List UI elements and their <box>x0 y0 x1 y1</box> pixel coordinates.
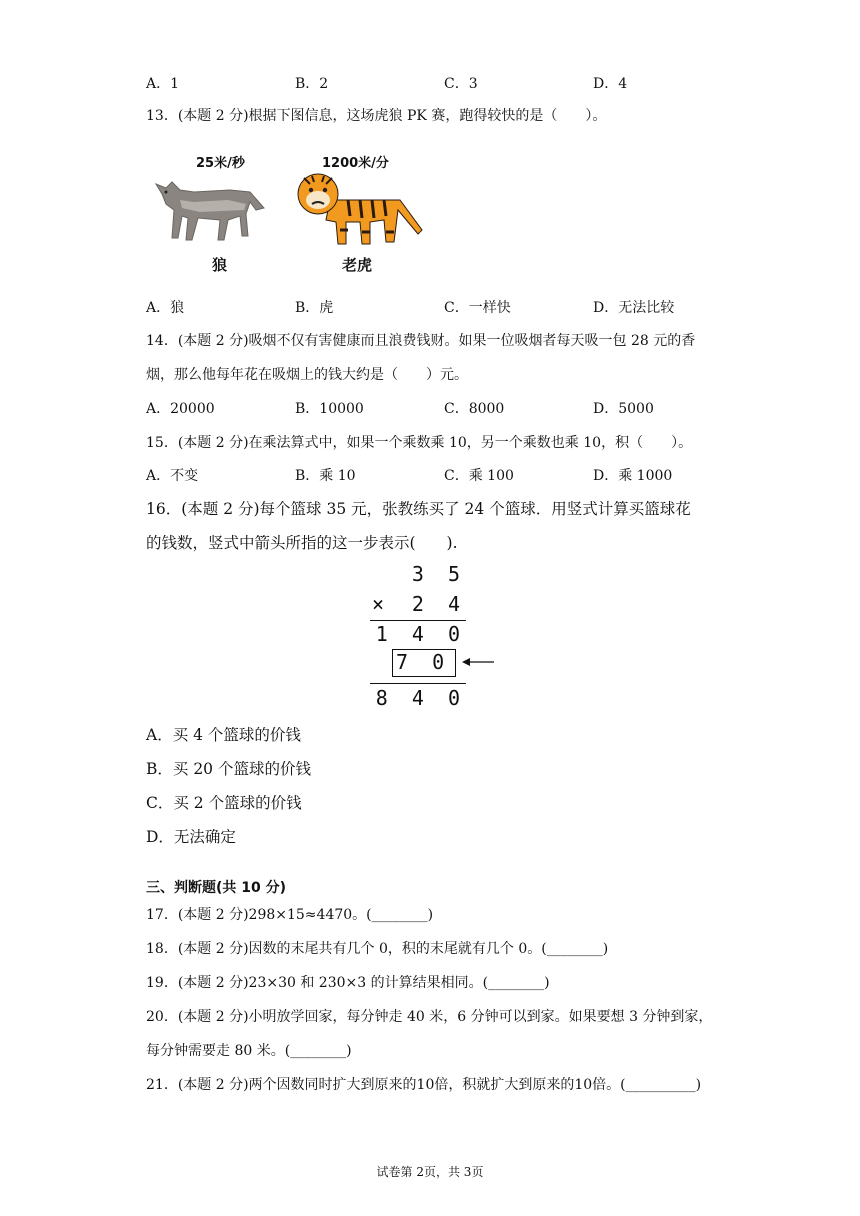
q15-option-d: D．乘 1000 <box>593 468 673 484</box>
calc-partial-product-1: 1 4 0 <box>375 622 466 646</box>
q13-option-b: B．虎 <box>295 300 334 316</box>
wolf-icon <box>150 170 272 245</box>
q12-option-b: B．2 <box>295 76 329 92</box>
q17-statement: 17．(本题 2 分)298×15≈4470。(________) <box>146 907 434 923</box>
calc-row-multiplier: 2 4 <box>411 592 466 616</box>
q15-option-a: A．不变 <box>146 468 199 484</box>
arrow-left-icon <box>460 656 496 668</box>
q15-option-c: C．乘 100 <box>444 468 514 484</box>
q14-question-line2: 烟，那么他每年花在吸烟上的钱大约是（ ）元。 <box>146 367 468 383</box>
q16-option-a: A．买 4 个篮球的价钱 <box>146 726 301 744</box>
calc-result: 8 4 0 <box>375 686 466 710</box>
q14-option-b: B．10000 <box>295 401 364 417</box>
q13-option-a: A．狼 <box>146 300 185 316</box>
q14-option-a: A．20000 <box>146 401 215 417</box>
tiger-name-label: 老虎 <box>342 256 373 274</box>
q13-option-d: D．无法比较 <box>593 300 675 316</box>
q12-option-a: A．1 <box>146 76 180 92</box>
calc-row-multiplicand: 3 5 <box>411 562 466 586</box>
calc-partial-product-2: 7 0 <box>396 650 451 674</box>
q14-option-d: D．5000 <box>593 401 654 417</box>
calc-rule-2 <box>370 683 466 684</box>
tiger-icon <box>290 170 430 248</box>
q13-figure <box>150 148 440 278</box>
q16-option-c: C．买 2 个篮球的价钱 <box>146 794 302 812</box>
q12-option-c: C．3 <box>444 76 478 92</box>
q15-question: 15．(本题 2 分)在乘法算式中，如果一个乘数乘 10，另一个乘数也乘 10，积（ ）。 <box>146 435 693 451</box>
q13-option-c: C．一样快 <box>444 300 511 316</box>
section-title: 三、判断题(共 10 分) <box>146 880 287 896</box>
calc-operator: × <box>372 592 391 616</box>
q13-question: 13．(本题 2 分)根据下图信息，这场虎狼 PK 赛，跑得较快的是（ ）。 <box>146 108 607 124</box>
q12-option-d: D．4 <box>593 76 628 92</box>
wolf-speed-label: 25米/秒 <box>196 156 245 171</box>
vertical-multiplication <box>368 562 498 712</box>
calc-rule-1 <box>370 620 466 621</box>
q18-statement: 18．(本题 2 分)因数的末尾共有几个 0，积的末尾就有几个 0。(________) <box>146 941 609 957</box>
tiger-speed-label: 1200米/分 <box>322 156 389 171</box>
q16-question-line1: 16．(本题 2 分)每个篮球 35 元，张教练买了 24 个篮球．用竖式计算买篮球花 <box>146 500 691 518</box>
q16-question-line2: 的钱数，竖式中箭头所指的这一步表示( ). <box>146 534 458 552</box>
q15-option-b: B．乘 10 <box>295 468 356 484</box>
q14-question-line1: 14．(本题 2 分)吸烟不仅有害健康而且浪费钱财。如果一位吸烟者每天吸一包 28 元的香 <box>146 333 696 349</box>
page-footer: 试卷第 2页，共 3页 <box>376 1165 484 1179</box>
q21-statement: 21．(本题 2 分)两个因数同时扩大到原来的10倍，积就扩大到原来的10倍。(__________) <box>146 1077 702 1093</box>
q16-option-d: D．无法确定 <box>146 828 236 846</box>
q16-option-b: B．买 20 个篮球的价钱 <box>146 760 311 778</box>
q20-statement-line2: 每分钟需要走 80 米。(________) <box>146 1043 352 1059</box>
q19-statement: 19．(本题 2 分)23×30 和 230×3 的计算结果相同。(________) <box>146 975 550 991</box>
q14-option-c: C．8000 <box>444 401 505 417</box>
wolf-name-label: 狼 <box>212 256 228 274</box>
q20-statement-line1: 20．(本题 2 分)小明放学回家，每分钟走 40 米，6 分钟可以到家。如果要想 3 分钟到家， <box>146 1009 713 1025</box>
